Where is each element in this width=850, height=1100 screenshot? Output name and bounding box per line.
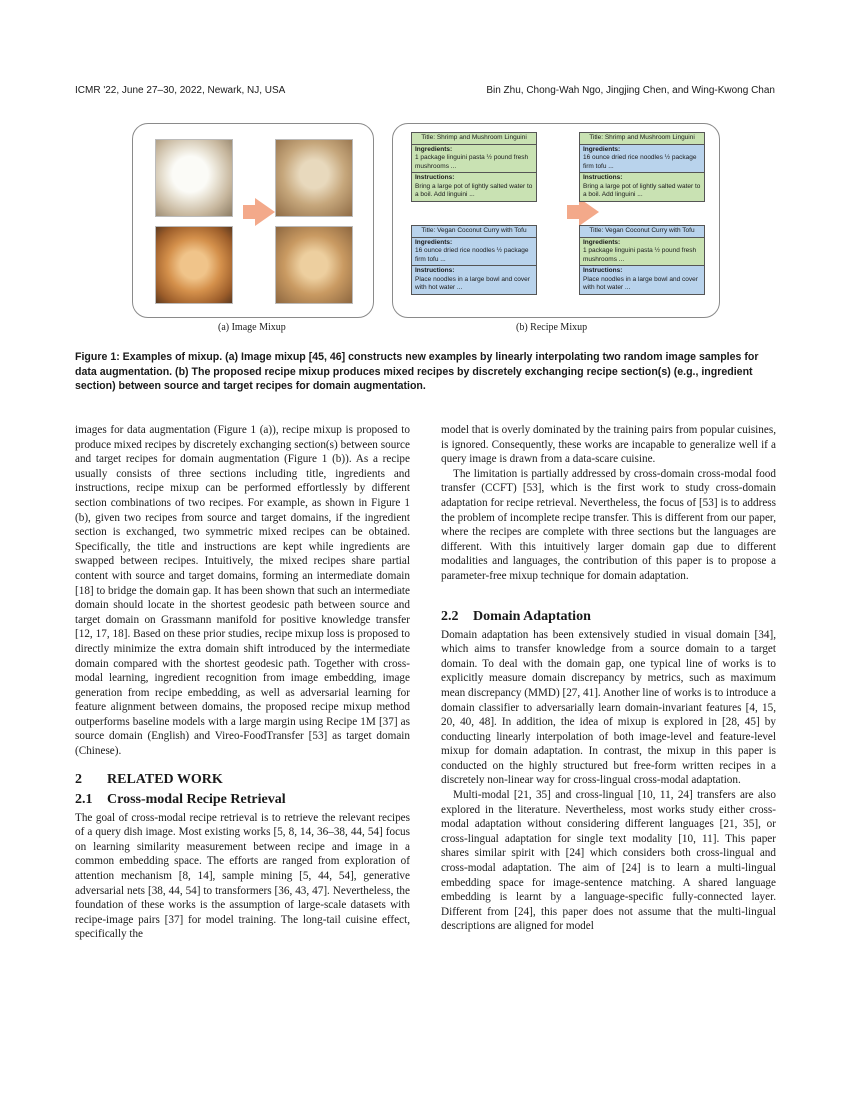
left-column <box>75 423 410 942</box>
paragraph: The goal of cross-modal recipe retrieval is to retrieve the relevant recipes of a query dish image. Most existing works [5, 8, 14, 36–38, 44, 54] focus on learning similarity measurement between recipe and image in a common embedding space. The efforts are ranged from exploration of attention mechanism [8, 14], sample mining [5, 44, 54], generative adversarial nets [38, 44, 54] to transformers [36, 43, 47]. Nevertheless, the foundation of these works is the assumption of large-scale datasets with recipe-image pairs [37] for model training. The long-tail cuisine effect, specifically the <box>75 811 410 941</box>
subsection-heading-recipe-retrieval: 2.1 Cross-modal Recipe Retrieval <box>75 791 286 807</box>
paragraph: images for data augmentation (Figure 1 (a)), recipe mixup is proposed to produce mixed recipes by discretely exchanging section(s) between source and target recipes for domain augmentation (Figure 1 (b)). As a recipe usually consists of three sections including title, ingredients and instructions, recipe mixup can be performed effortlessly by different section combinations of two recipes. For example, as shown in Figure 1 (b), given two recipes from source and target domains, if the ingredient section is exchanged, two symmetric mixed recipes can be obtained. Specifically, the title and instructions are kept while ingredients are swapped between recipes. Intuitively, the mixed recipes share partial content with source and target domains, forming an intermediate domain [18] to bridge the domain gap. It has been shown that such an intermediate domain should locate in the shortest geodesic path between source and target domain on Grassmann manifold for positive knowledge transfer [12, 17, 18]. Based on these prior studies, recipe mixup loss is proposed to directly minimize the extra domain shift introduced by the intermediate domain compared with the shortest geodesic path. Together with cross-modal learning, ingredient recognition from image embedding, image generation from recipe embedding, as well as adversarial learning for feature alignment between domains, the proposed recipe mixup method outperforms baseline models with a large margin using Recipe 1M [37] as source domain (English) and Vireo-FoodTransfer [53] as target domain (Chinese). <box>75 424 410 758</box>
right-arrow-icon <box>579 198 599 226</box>
mixed-cat-photo <box>275 226 353 304</box>
figure-caption: Figure 1: Examples of mixup. (a) Image mixup [45, 46] constructs new examples by linearly interpolating two random image samples for data augmentation. (b) The proposed recipe mixup produces mixed recipes by discretely exchanging recipe section(s) (e.g., ingredient section) between source and target recipes for domain augmentation. <box>75 351 759 392</box>
subfigure-label-a: (a) Image Mixup <box>218 322 286 333</box>
paragraph: model that is overly dominated by the training pairs from popular cuisines, is ignored. Consequently, these works are incapable to generalize well if a query image is drawn from a data-scare cuisine. <box>441 424 776 466</box>
recipe-ingredients: Ingredients: 1 package linguini pasta ½ pound fresh mushrooms ... <box>580 238 704 267</box>
recipe-instructions: Instructions: Bring a large pot of lightly salted water to a boil. Add linguini ... <box>412 173 536 201</box>
recipe-title: Title: Vegan Coconut Curry with Tofu <box>580 226 704 238</box>
mixed-recipe-card-2 <box>579 225 705 295</box>
paragraph: Multi-modal [21, 35] and cross-lingual [10, 11, 24] transfers are also explored in the literature. Nevertheless, most works study either cross-modal adaptation without considering different languages [21, 35], or cross-lingual adaptation for single text modality [10, 11]. This paper shares similar spirit with [24] which considers both cross-lingual and cross-modal adaptation. The aim of [24] is to learn a multi-lingual embedding space for image-sentence matching. A shared language embedding is learnt by a language-specific fully-connected layer. Different from [24], this paper does not assume that the multi-lingual descriptions are aligned for model <box>441 789 776 933</box>
mixed-dog-photo <box>275 139 353 217</box>
recipe-instructions: Instructions: Place noodles in a large bowl and cover with hot water ... <box>412 266 536 294</box>
section-heading-related-work: 2 RELATED WORK <box>75 771 223 787</box>
recipe-title: Title: Vegan Coconut Curry with Tofu <box>412 226 536 238</box>
running-header-venue: ICMR '22, June 27–30, 2022, Newark, NJ, USA <box>75 85 286 96</box>
paragraph: The limitation is partially addressed by cross-domain cross-modal food transfer (CCFT) [53], which is the first work to study cross-domain adaptation for recipe retrieval. Nevertheless, the focus of [53] is to address the problem of incomplete recipe transfer. This is different from our paper, where the recipes are complete with three sections but the languages are different. With this intuitively larger domain gap due to different modalities and languages, the contribution of this paper is to propose a parameter-free mixup technique for domain adaptation. <box>441 467 776 582</box>
recipe-title: Title: Shrimp and Mushroom Linguini <box>412 133 536 145</box>
image-mixup-panel <box>132 123 374 318</box>
mixed-recipe-card-1 <box>579 132 705 202</box>
subsection-heading-domain-adaptation: 2.2 Domain Adaptation <box>441 608 591 624</box>
source-recipe-card <box>411 132 537 202</box>
right-column <box>441 423 776 934</box>
paragraph: Domain adaptation has been extensively studied in visual domain [34], which aims to transfer knowledge from a source domain to a target domain. To deal with the domain gap, one typical line of works is to explicitly measure domain discrepancy by metrics, such as maximum mean discrepancy (MMD) [27, 41]. Another line of works is to introduce a domain classifier to adversarially learn domain-invariant features [4, 15, 20, 40, 48]. In addition, the idea of mixup is explored in [28, 45] by conducting linearly interpolation of both image-level and feature-level mixup for domain adaptation. In contrast, the mixup in this paper is conducted on the highly structured but free-form written recipes in a discretely non-linear way for cross-lingual cross-modal adaptation. <box>441 628 776 787</box>
recipe-title: Title: Shrimp and Mushroom Linguini <box>580 133 704 145</box>
recipe-ingredients: Ingredients: 16 ounce dried rice noodles ½ package firm tofu ... <box>412 238 536 267</box>
right-arrow-icon <box>255 198 275 226</box>
cat-photo <box>155 226 233 304</box>
target-recipe-card <box>411 225 537 295</box>
recipe-mixup-panel <box>392 123 720 318</box>
recipe-instructions: Instructions: Bring a large pot of lightly salted water to a boil. Add linguini ... <box>580 173 704 201</box>
recipe-instructions: Instructions: Place noodles in a large bowl and cover with hot water ... <box>580 266 704 294</box>
recipe-ingredients: Ingredients: 16 ounce dried rice noodles ½ package firm tofu ... <box>580 145 704 174</box>
running-header-authors: Bin Zhu, Chong-Wah Ngo, Jingjing Chen, and Wing-Kwong Chan <box>486 85 775 96</box>
subfigure-label-b: (b) Recipe Mixup <box>516 322 588 333</box>
dog-photo <box>155 139 233 217</box>
recipe-ingredients: Ingredients: 1 package linguini pasta ½ pound fresh mushrooms ... <box>412 145 536 174</box>
